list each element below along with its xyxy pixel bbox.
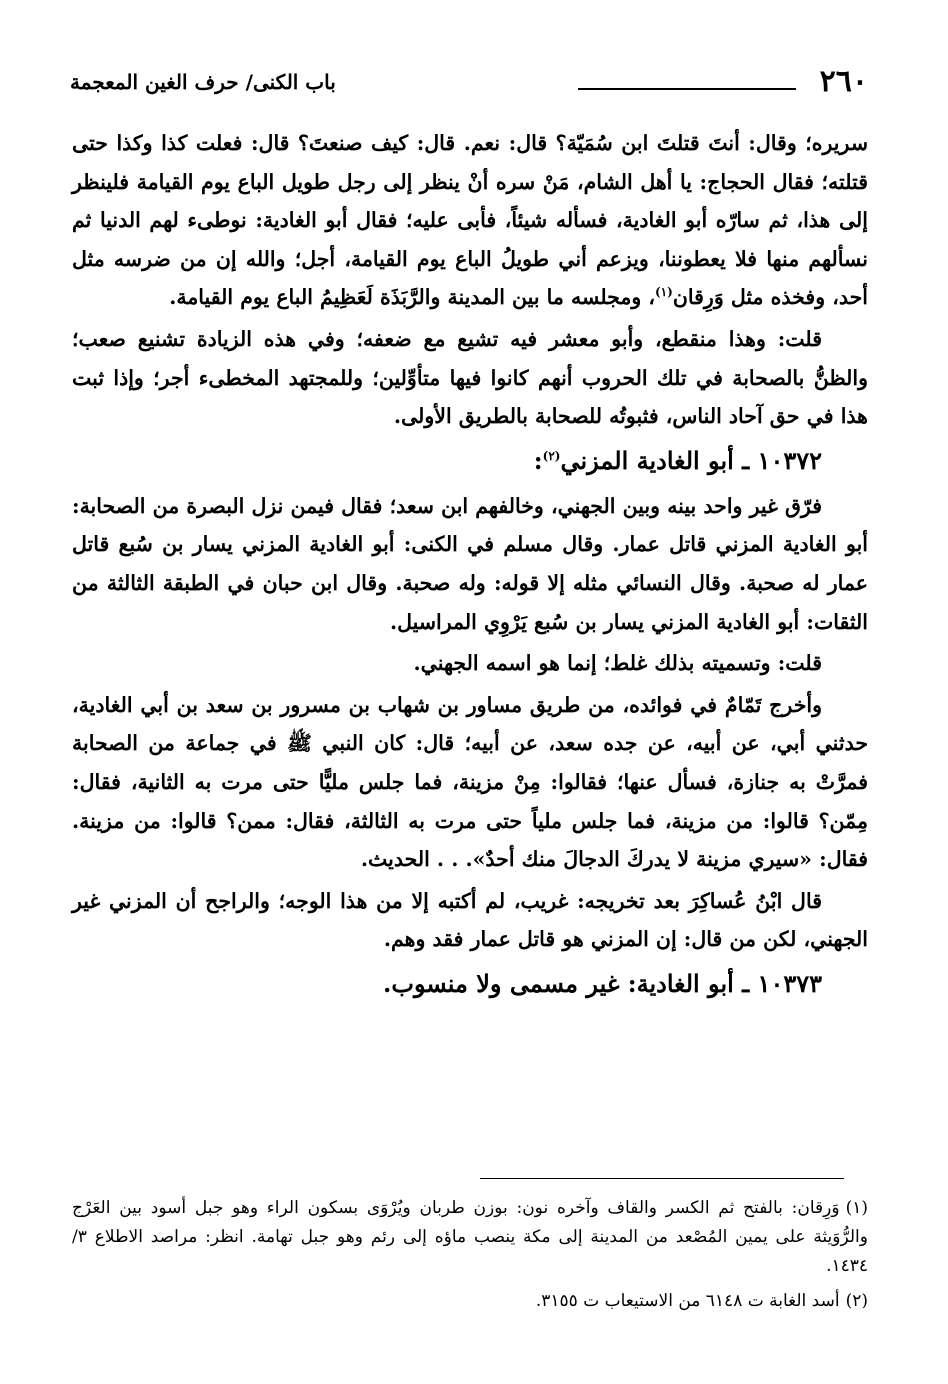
paragraph-4: قلت: وتسميته بذلك غلط؛ إنما هو اسمه الجهني. bbox=[413, 651, 822, 676]
entry-heading-10372 bbox=[72, 439, 868, 483]
footnote-1-marker: (١) bbox=[845, 1198, 868, 1218]
footnote-2-marker: (٢) bbox=[845, 1291, 868, 1311]
footnotes bbox=[72, 1194, 868, 1322]
paragraph-6: قال ابْنُ عُساكِرَ بعد تخريجه: غريب، لم أكتبه إلا من هذا الوجه؛ والراجح أن المزني غير الجهني، لكن من قال: إن المزني هو قاتل عمار فقد وهم. bbox=[72, 888, 868, 952]
paragraph-5: وأخرج تَمّامٌ في فوائده، من طريق مساور بن شهاب بن مسرور بن سعد بن أبي الغادية، حدثني أبي، عن أبيه، عن جده سعد، عن أبيه؛ قال: كان النبي ﷺ في جماعة من الصحابة فمرَّتْ به جنازة، فسأل عنها؛ فقالوا: مِنْ مزينة، فما جلس مليًّا حتى مرت به الثانية، فقال: مِمّن؟ قالوا: من مزينة، فما جلس ملياً حتى مرت به الثالثة، فقال: ممن؟ قالوا: من مزينة. فقال: «سيري مزينة لا يدركَ الدجالَ منك أحدٌ». . . الحديث. bbox=[72, 692, 868, 872]
paragraph-1-end: ، ومجلسه ما بين المدينة والرَّبَذَة لَعَظِيمُ الباع يوم القيامة. bbox=[169, 285, 655, 310]
paragraph-1-text: سريره؛ وقال: أنتَ قتلتَ ابن سُمَيّة؟ قال: نعم. قال: كيف صنعتَ؟ قال: فعلت كذا وكذا حتى قتلته؛ فقال الحجاج: يا أهل الشام، مَنْ سره أنْ ينظر إلى رجل طويل الباع يوم القيامة فلينظر إلى هذا، ثم سارّه أبو الغادية، فسأله شيئاً، فأبى عليه؛ فقال أبو الغادية: نوطىء لهم الدنيا ثم نسألهم منها فلا يعطوننا، ويزعم أني طويلُ الباع يوم القيامة، أجل؛ والله إن من ضرسه مثل أحد، وفخذه مثل وَرِقان bbox=[72, 131, 868, 310]
entry-heading-10372-text: ١٠٣٧٢ ـ أبو الغادية المزني bbox=[560, 445, 822, 475]
paragraph-1 bbox=[72, 124, 868, 317]
footnote-ref-1[interactable]: (١) bbox=[654, 285, 673, 300]
paragraph-2: قلت: وهذا منقطع، وأبو معشر فيه تشيع مع ضعفه؛ وفي هذه الزيادة تشنيع صعب؛ والظنُّ بالصحابة في تلك الحروب أنهم كانوا فيها متأوِّلين؛ وللمجتهد المخطىء أجر؛ وإذا ثبت هذا في حق آحاد الناس، فثبوتُه للصحابة بالطريق الأولى. bbox=[72, 326, 868, 429]
footnote-2-text: أسد الغابة ت ٦١٤٨ من الاستيعاب ت ٣١٥٥. bbox=[535, 1291, 840, 1311]
footnote-1 bbox=[72, 1194, 868, 1281]
header-rule bbox=[578, 88, 796, 90]
main-text bbox=[72, 124, 868, 1010]
footnote-ref-2[interactable]: (٢) bbox=[542, 448, 561, 463]
entry-heading-10372-colon: : bbox=[533, 445, 543, 475]
entry-heading-10373: ١٠٣٧٣ ـ أبو الغادية: غير مسمى ولا منسوب. bbox=[383, 968, 822, 998]
paragraph-3: فرّق غير واحد بينه وبين الجهني، وخالفهم ابن سعد؛ فقال فيمن نزل البصرة من الصحابة: أبو الغادية المزني قاتل عمار. وقال مسلم في الكنى: أبو الغادية المزني يسار بن سُبع قاتل عمار له صحبة. وقال النسائي مثله إلا قوله: وله صحبة. وقال ابن حبان في الطبقة الثالثة من الثقات: أبو الغادية المزني يسار بن سُبع يَرْوِي المراسيل. bbox=[72, 493, 868, 634]
footnote-2 bbox=[72, 1287, 868, 1316]
footnote-rule bbox=[480, 1178, 844, 1179]
running-header bbox=[70, 64, 868, 104]
footnote-1-text: وَرِقان: بالفتح ثم الكسر والقاف وآخره نون: بوزن طربان ويُرْوَى بسكون الراء وهو جبل أسود بين العَرْج والرُّوَيثة على يمين المُصْعد من المدينة إلى مكة ينصب ماؤه إلى رئم وهو جبل تهامة. انظر: مراصد الاطلاع ٣/ ١٤٣٤. bbox=[72, 1198, 868, 1276]
running-title: باب الكنى/ حرف الغين المعجمة bbox=[70, 70, 336, 94]
page-number: ٢٦٠ bbox=[819, 64, 868, 99]
